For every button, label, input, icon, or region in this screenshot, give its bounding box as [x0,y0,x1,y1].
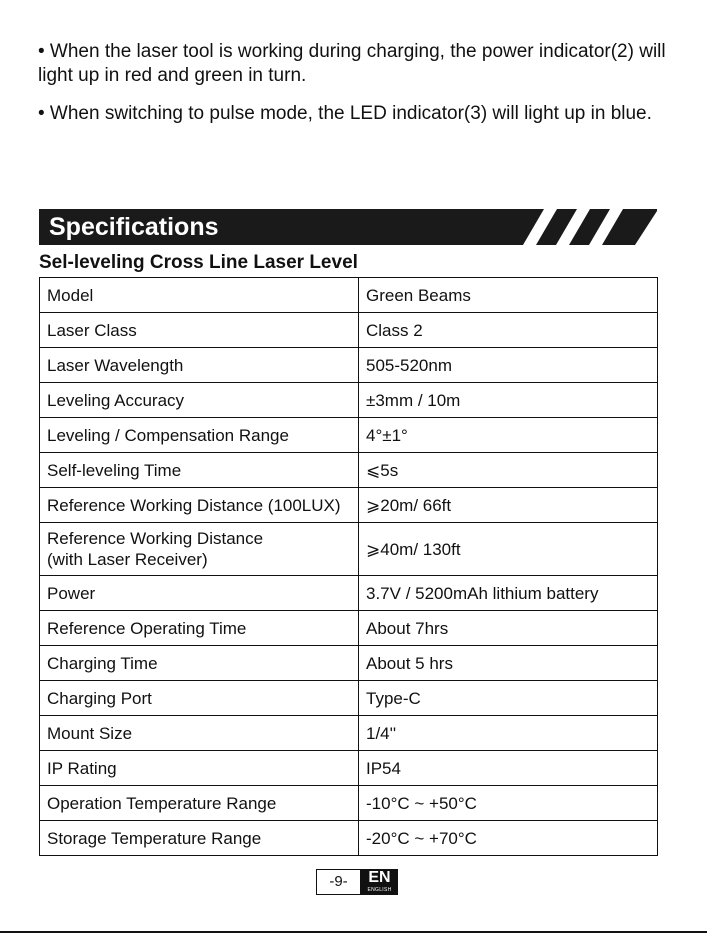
spec-key: Power [40,576,359,611]
table-row [40,611,658,646]
language-name: ENGLISH [367,887,392,893]
table-row [40,313,658,348]
spec-key [40,523,359,576]
spec-value: -20°C ~ +70°C [359,821,658,856]
table-row [40,488,658,523]
table-row [40,786,658,821]
spec-key: Charging Port [40,681,359,716]
table-row [40,646,658,681]
spec-key: Leveling Accuracy [40,383,359,418]
table-row [40,383,658,418]
spec-key: IP Rating [40,751,359,786]
spec-key: Laser Wavelength [40,348,359,383]
spec-value: Class 2 [359,313,658,348]
page-number: -9- [316,869,361,895]
table-row [40,418,658,453]
specifications-banner [39,209,657,245]
spec-value: ±3mm / 10m [359,383,658,418]
spec-key: Mount Size [40,716,359,751]
spec-key: Laser Class [40,313,359,348]
spec-key: Leveling / Compensation Range [40,418,359,453]
spec-value: IP54 [359,751,658,786]
note-charging-indicator: • When the laser tool is working during charging, the power indicator(2) will light up in red and green in turn. [38,41,666,86]
spec-value: 3.7V / 5200mAh lithium battery [359,576,658,611]
spec-key-line: Reference Working Distance [47,529,264,548]
table-row [40,523,658,576]
table-row [40,453,658,488]
spec-value: ⩾40m/ 130ft [359,523,658,576]
table-row [40,821,658,856]
spec-value: 4°±1° [359,418,658,453]
spec-value: ⩽5s [359,453,658,488]
table-row [40,751,658,786]
product-subtitle: Sel-leveling Cross Line Laser Level [39,252,358,273]
section-title: Specifications [49,213,219,241]
specifications-table [39,277,658,856]
spec-value: 505-520nm [359,348,658,383]
table-row [40,576,658,611]
notes-section [38,40,668,140]
spec-key: Charging Time [40,646,359,681]
spec-value: -10°C ~ +50°C [359,786,658,821]
spec-key: Self-leveling Time [40,453,359,488]
spec-key: Operation Temperature Range [40,786,359,821]
spec-key: Reference Working Distance (100LUX) [40,488,359,523]
spec-key: Model [40,278,359,313]
table-row [40,278,658,313]
spec-key: Reference Operating Time [40,611,359,646]
spec-value: Type-C [359,681,658,716]
spec-key: Storage Temperature Range [40,821,359,856]
spec-value: About 7hrs [359,611,658,646]
spec-value: ⩾20m/ 66ft [359,488,658,523]
spec-value: 1/4'' [359,716,658,751]
spec-value: Green Beams [359,278,658,313]
table-row [40,681,658,716]
language-code: EN [368,869,391,886]
language-badge [361,869,398,895]
spec-value: About 5 hrs [359,646,658,681]
table-row [40,348,658,383]
note-pulse-mode: • When switching to pulse mode, the LED indicator(3) will light up in blue. [38,103,652,124]
spec-key-line: (with Laser Receiver) [47,550,208,569]
table-row [40,716,658,751]
